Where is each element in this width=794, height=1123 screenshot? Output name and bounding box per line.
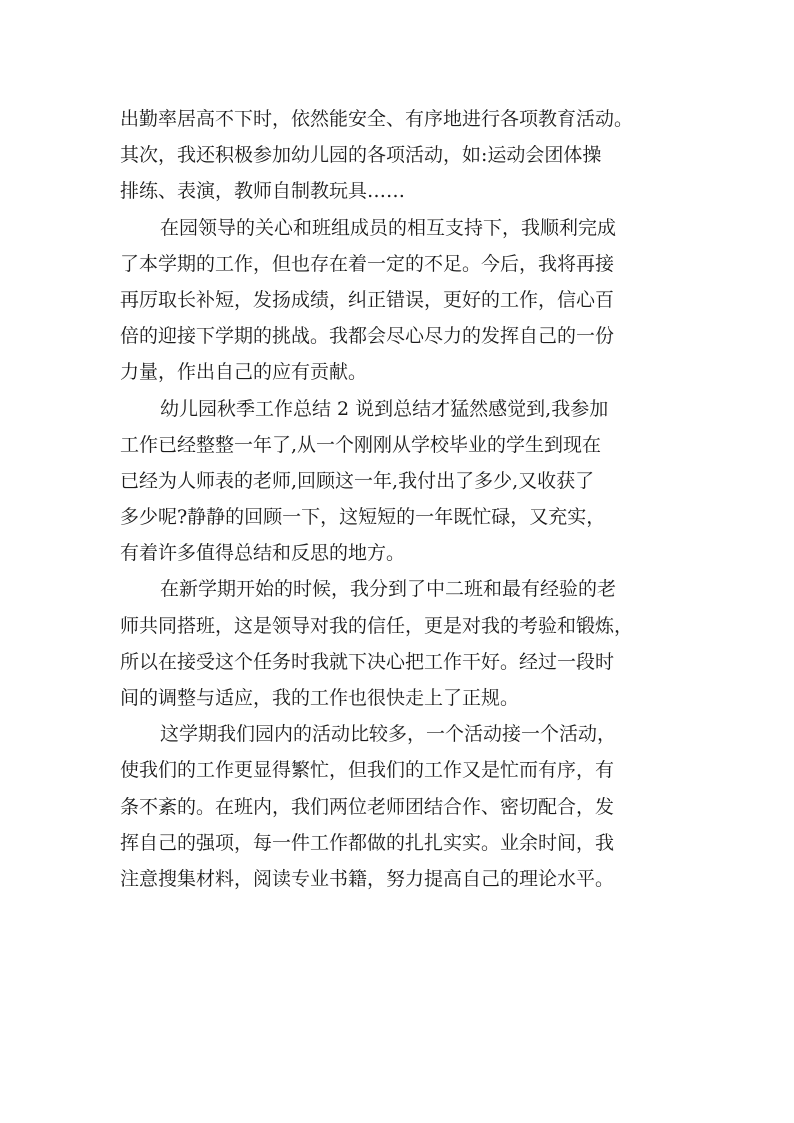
paragraph-2-line-3: 再厉取长补短，发扬成绩，纠正错误，更好的工作，信心百 <box>120 288 615 311</box>
paragraph-1-line-3: 排练、表演，教师自制教玩具…… <box>120 180 406 203</box>
paragraph-5-line-5: 注意搜集材料，阅读专业书籍，努力提高自己的理论水平。 <box>120 867 615 890</box>
document-body <box>120 101 680 897</box>
paragraph-2-line-5: 力量，作出自己的应有贡献。 <box>120 361 368 384</box>
paragraph-3-line-3: 已经为人师表的老师,回顾这一年,我付出了多少,又收获了 <box>120 469 595 492</box>
paragraph-1-line-2: 其次，我还积极参加幼儿园的各项活动，如:运动会团体操 <box>120 144 602 167</box>
paragraph-3-line-4: 多少呢?静静的回顾一下，这短短的一年既忙碌，又充实， <box>120 506 606 529</box>
paragraph-1-line-1: 出勤率居高不下时，依然能安全、有序地进行各项教育活动。 <box>120 108 634 130</box>
paragraph-4-line-2: 师共同搭班，这是领导对我的信任，更是对我的考验和锻炼， <box>120 614 634 637</box>
paragraph-2-line-4: 倍的迎接下学期的挑战。我都会尽心尽力的发挥自己的一份 <box>120 325 615 348</box>
paragraph-2-line-2: 了本学期的工作，但也存在着一定的不足。今后，我将再接 <box>120 252 615 275</box>
paragraph-3-line-5: 有着许多值得总结和反思的地方。 <box>120 542 406 565</box>
paragraph-5-line-3: 条不紊的。在班内，我们两位老师团结合作、密切配合，发 <box>120 795 615 818</box>
paragraph-4-line-1: 在新学期开始的时候，我分到了中二班和最有经验的老 <box>160 578 617 601</box>
paragraph-4-line-4: 间的调整与适应，我的工作也很快走上了正规。 <box>120 687 520 709</box>
paragraph-4-line-3: 所以在接受这个任务时我就下决心把工作干好。经过一段时 <box>120 650 615 673</box>
paragraph-5-line-1: 这学期我们园内的活动比较多，一个活动接一个活动， <box>160 723 617 746</box>
paragraph-2-line-1: 在园领导的关心和班组成员的相互支持下，我顺利完成 <box>160 216 617 239</box>
paragraph-5-line-2: 使我们的工作更显得繁忙，但我们的工作又是忙而有序，有 <box>120 759 615 782</box>
paragraph-3-line-1: 幼儿园秋季工作总结 2 说到总结才猛然感觉到,我参加 <box>160 397 609 420</box>
paragraph-5-line-4: 挥自己的强项，每一件工作都做的扎扎实实。业余时间，我 <box>120 831 615 854</box>
paragraph-3-line-2: 工作已经整整一年了,从一个刚刚从学校毕业的学生到现在 <box>120 433 602 456</box>
